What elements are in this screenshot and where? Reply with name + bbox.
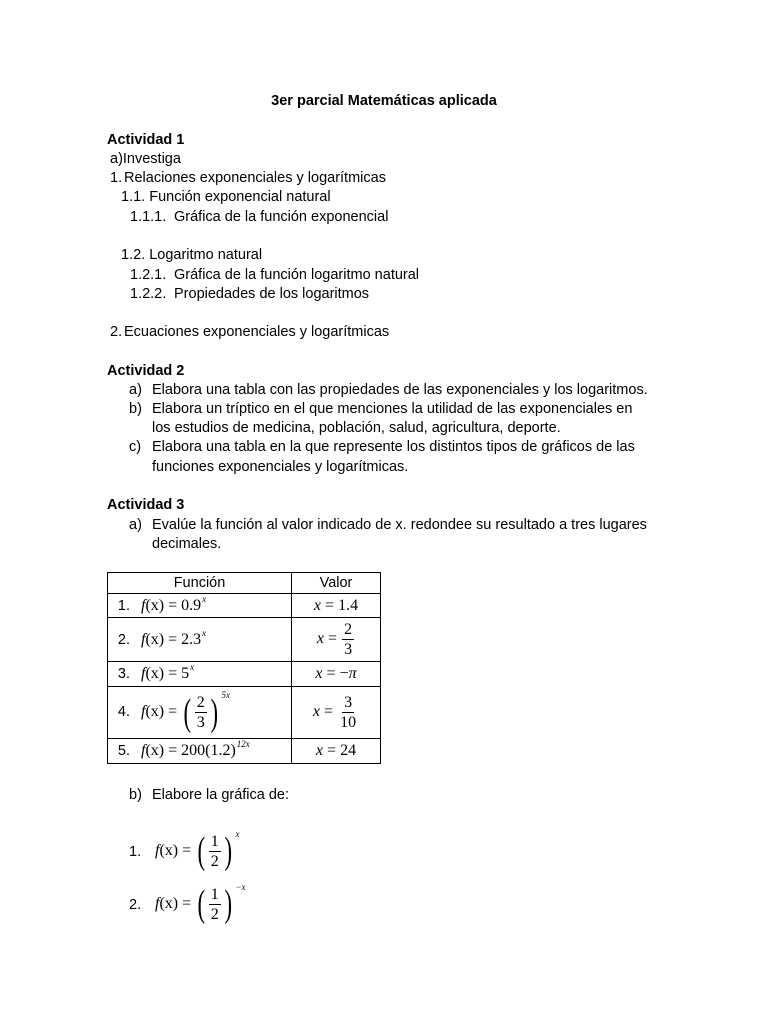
act3-a-text-line2: decimales.	[152, 536, 222, 552]
act1-item-1-text: Relaciones exponenciales y logarítmicas	[124, 170, 386, 186]
act1-item-2-number: 2.	[110, 324, 123, 340]
row-number: 1.	[117, 597, 130, 614]
act2-c-label: c)	[129, 439, 142, 455]
table-row	[108, 687, 381, 739]
act2-b-text-line2: los estudios de medicina, población, salud, agricultura, deporte.	[152, 420, 561, 436]
graph-formula: f(x) = ( $\frac{1}{2}$ ) $^x$	[155, 829, 240, 873]
act2-b-text-line1: Elabora un tríptico en el que menciones la utilidad de las exponenciales en	[152, 401, 633, 417]
act1-item-1-1: 1.1. Función exponencial natural	[121, 189, 331, 205]
graph-item-number: 1.	[129, 844, 142, 860]
act3-b-text: Elabore la gráfica de:	[152, 787, 290, 803]
act1-investiga: a)Investiga	[110, 151, 181, 167]
act1-item-1-2: 1.2. Logaritmo natural	[121, 247, 263, 263]
act3-a-label: a)	[129, 517, 142, 533]
act2-c-text-line2: funciones exponenciales y logarítmicas.	[152, 459, 409, 475]
function-cell	[108, 618, 292, 662]
act3-b-label: b)	[129, 787, 142, 803]
act1-item-1-2-2-text: Propiedades de los logaritmos	[174, 286, 370, 302]
table-row	[108, 739, 381, 764]
row-number: 2.	[117, 631, 130, 648]
table-row	[108, 618, 381, 662]
act1-item-1-2-2-number: 1.2.2.	[130, 286, 167, 302]
act1-item-1-1-1-number: 1.1.1.	[130, 209, 167, 225]
row-number: 5.	[117, 743, 130, 759]
value-formula: x = $\frac{2}{3}$	[316, 621, 353, 658]
actividad-1-heading: Actividad 1	[107, 132, 185, 148]
act2-c-text-line1: Elabora una tabla en la que represente los distintos tipos de gráficos de las	[152, 439, 635, 455]
value-formula: x = 24	[315, 742, 357, 759]
value-cell	[292, 662, 381, 687]
function-formula: $f(x) = 2.3^x$	[141, 627, 207, 648]
function-cell	[108, 594, 292, 618]
value-formula: x = $\frac{3}{10}$	[312, 694, 357, 731]
graph-formula: f(x) = ( $\frac{1}{2}$ ) $^{-x}$	[155, 882, 246, 926]
graph-item-number: 2.	[129, 897, 142, 913]
function-formula: $f(x) = 200(1.2)^{12x}$	[141, 739, 250, 759]
act3-a-text-line1: Evalúe la función al valor indicado de x. redondee su resultado a tres lugares	[152, 517, 647, 533]
act2-b-label: b)	[129, 401, 142, 417]
act1-item-1-number: 1.	[110, 170, 123, 186]
act2-a-label: a)	[129, 382, 142, 398]
function-cell	[108, 739, 292, 764]
value-formula: x = 1.4	[313, 596, 359, 614]
value-formula: x = −π	[315, 665, 357, 682]
act1-item-2-text: Ecuaciones exponenciales y logarítmicas	[124, 324, 390, 340]
table-row	[108, 662, 381, 687]
actividad-2-heading: Actividad 2	[107, 363, 185, 379]
value-cell	[292, 594, 381, 618]
value-cell	[292, 618, 381, 662]
function-cell	[108, 687, 292, 739]
row-number: 4.	[117, 704, 130, 721]
function-value-table	[107, 572, 381, 764]
column-header-valor: Valor	[292, 573, 381, 594]
actividad-3-heading: Actividad 3	[107, 497, 185, 513]
act1-item-1-2-1-text: Gráfica de la función logaritmo natural	[174, 267, 420, 283]
function-formula: f(x) = ( $\frac{2}{3}$ ) $^{5x}$	[141, 690, 230, 734]
function-formula: $f(x) = 5^x$	[141, 662, 195, 682]
row-number: 3.	[117, 666, 130, 682]
act1-item-1-2-1-number: 1.2.1.	[130, 267, 167, 283]
value-cell	[292, 687, 381, 739]
function-formula: $f(x) = 0.9^x$	[141, 593, 207, 614]
column-header-funcion: Función	[108, 573, 292, 594]
act2-a-text: Elabora una tabla con las propiedades de las exponenciales y los logaritmos.	[152, 382, 648, 398]
table-row	[108, 594, 381, 618]
act1-item-1-1-1-text: Gráfica de la función exponencial	[174, 209, 389, 225]
function-cell	[108, 662, 292, 687]
value-cell	[292, 739, 381, 764]
table-header-row	[108, 573, 381, 594]
page-title: 3er parcial Matemáticas aplicada	[271, 93, 497, 109]
